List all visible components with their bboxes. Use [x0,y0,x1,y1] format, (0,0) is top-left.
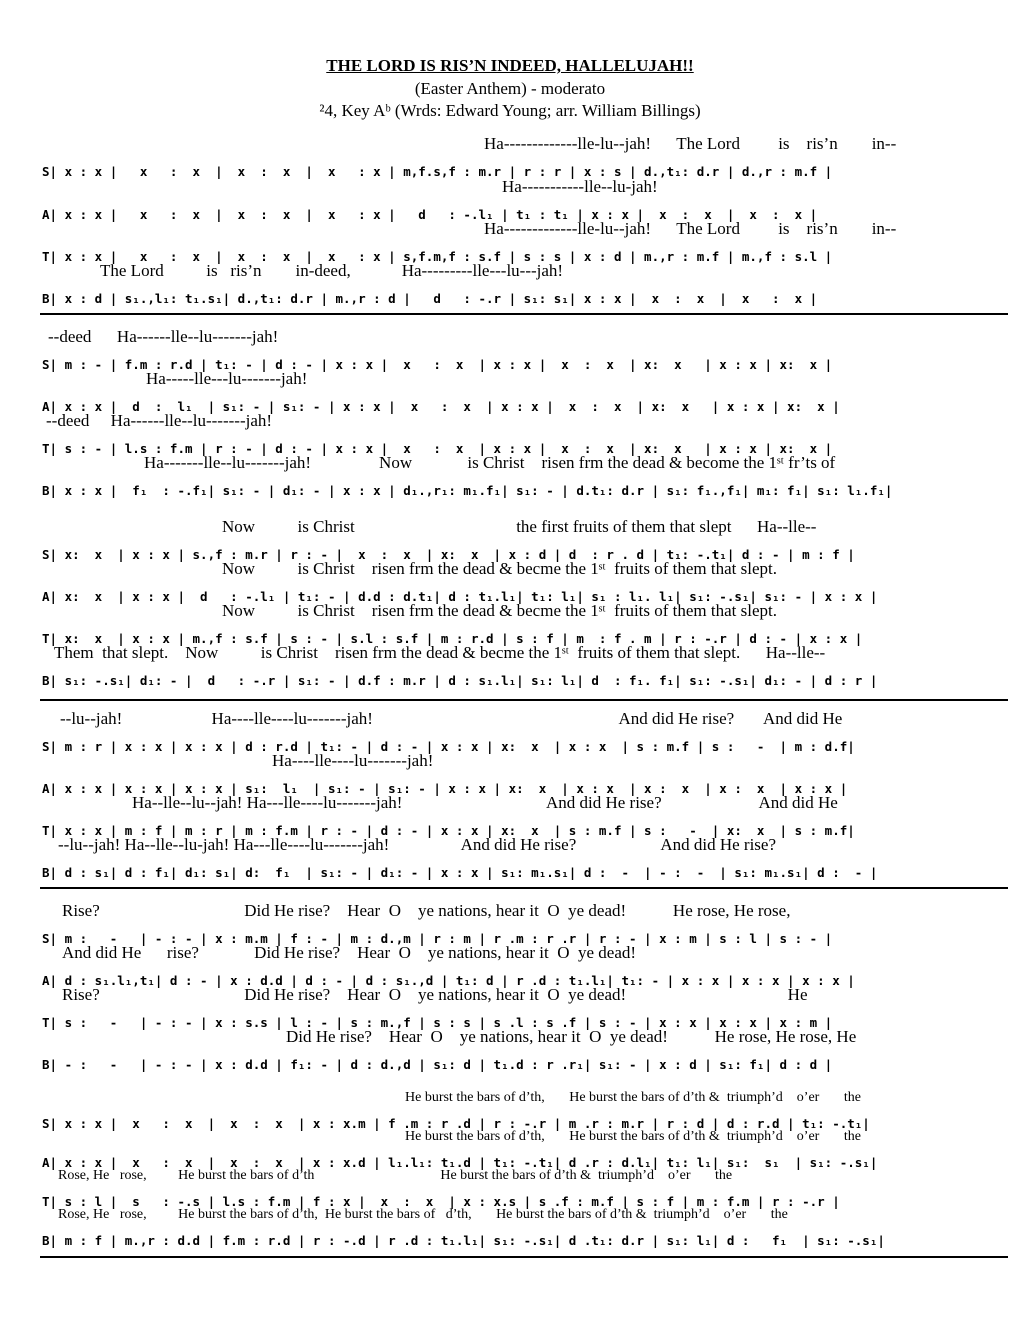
notation-line: T| x : x | x : x | x : x | x : x | s,f.m,f : s.f | s : s | x : d | m.,r : m.f | m.,f : s.l | [42,249,833,264]
lyric-line: Ha----lle----lu-------jah! [272,751,434,770]
subtitle: (Easter Anthem) - moderato [414,79,606,98]
lyric-line: Them that slept. Now is Christ risen frm the dead & becme the 1ˢᵗ fruits of them that slept. Ha--lle-- [54,643,826,662]
lyric-line: Rise? Did He rise? Hear O ye nations, hear it O ye dead! He [62,985,808,1004]
notation-line: A| d : s₁.l₁,t₁| d : - | x : d.d | d : - | d : s₁.,d | t₁: d | r .d : t₁.l₁| t₁: - | x : x | x : x | x : x | [42,973,855,988]
system-separator [40,1256,1008,1258]
lyric-line: Ha-------------lle-lu--jah! The Lord is ris’n in-- [484,219,897,238]
lyric-line: --deed Ha------lle--lu-------jah! [48,327,279,346]
notation-line: S| m : r | x : x | x : x | d : r.d | t₁: - | d : - | x : x | x: x | x : x | s : m.f | s : - | m : d.f| [42,739,855,754]
lyric-line: He burst the bars of d’th, He burst the bars of d’th & triumph’d o’er the [405,1090,861,1105]
notation-line: T| x : x | m : f | m : r | m : f.m | r : - | d : - | x : x | x: x | s : m.f | s : - | x: x | s : m.f| [42,823,855,838]
lyric-line: Rose, He rose, He burst the bars of d’th He burst the bars of d’th & triumph’d o’er the [58,1168,733,1183]
notation-line: B| x : d | s₁.,l₁: t₁.s₁| d.,t₁: d.r | m.,r : d | d : -.r | s₁: s₁| x : x | x : x | x : x | [42,291,818,306]
page-title: THE LORD IS RIS’N INDEED, HALLELUJAH!! [326,56,694,75]
notation-line: B| m : f | m.,r : d.d | f.m : r.d | r : -.d | r .d : t₁.l₁| s₁: -.s₁| d .t₁: d.r | s₁: l₁| d : f₁ | s₁: -.s₁| [42,1233,885,1248]
lyric-line: He burst the bars of d’th, He burst the bars of d’th & triumph’d o’er the [405,1129,861,1144]
notation-line: B| d : s₁| d : f₁| d₁: s₁| d: f₁ | s₁: - | d₁: - | x : x | s₁: m₁.s₁| d : - | - : - | s₁: m₁.s₁| d : - | [42,865,878,880]
notation-line: T| x: x | x : x | m.,f : s.f | s : - | s.l : s.f | m : r.d | s : f | m : f . m | r : -.r | d : - | x : x | [42,631,863,646]
notation-line: A| x: x | x : x | d : -.l₁ | t₁: - | d.d : d.t₁| d : t₁.l₁| t₁: l₁| s₁ : l₁. l₁| s₁: -.s₁| s₁: - | x : x | [42,589,878,604]
notation-line: S| x : x | x : x | x : x | x : x.m | f .m : r .d | r : -.r | m .r : m.r | r : d | d : r.d | t₁: -.t₁| [42,1116,870,1131]
lyric-line: Ha-------lle--lu-------jah! Now is Christ risen frm the dead & become the 1ˢᵗ fr’ts of [144,453,836,472]
lyric-line: Ha-----lle---lu-------jah! [146,369,308,388]
lyric-line: --lu--jah! Ha----lle----lu-------jah! And did He rise? And did He [60,709,843,728]
lyric-line: Ha-------------lle-lu--jah! The Lord is ris’n in-- [484,134,897,153]
notation-line: T| s : - | - : - | x : s.s | l : - | s : m.,f | s : s | s .l : s .f | s : - | x : x | x : x | x : m | [42,1015,833,1030]
notation-line: B| - : - | - : - | x : d.d | f₁: - | d : d.,d | s₁: d | t₁.d : r .r₁| s₁: - | x : d | s₁: f₁| d : d | [42,1057,833,1072]
notation-line: A| x : x | x : x | x : x | x : x | d : -.l₁ | t₁ : t₁ | x : x | x : x | x : x | [42,207,818,222]
lyric-line: Did He rise? Hear O ye nations, hear it O ye dead! He rose, He rose, He [286,1027,857,1046]
key-and-credits: ²4, Key Aᵇ (Wrds: Edward Young; arr. William Billings) [319,101,701,120]
lyric-line: Now is Christ the first fruits of them that slept Ha--lle-- [222,517,817,536]
system-separator [40,887,1008,889]
lyric-line: Now is Christ risen frm the dead & becme the 1ˢᵗ fruits of them that slept. [222,559,778,578]
notation-line: T| s : - | l.s : f.m | r : - | d : - | x : x | x : x | x : x | x : x | x: x | x : x | x: x | [42,441,833,456]
notation-line: A| x : x | x : x | x : x | x : x.d | l₁.l₁: t₁.d | t₁: -.t₁| d .r : d.l₁| t₁: l₁| s₁: s₁ | s₁: -.s₁| [42,1155,878,1170]
lyric-line: --lu--jah! Ha--lle--lu-jah! Ha---lle----lu-------jah! And did He rise? And did He rise? [58,835,776,854]
notation-line: B| x : x | f₁ : -.f₁| s₁: - | d₁: - | x : x | d₁.,r₁: m₁.f₁| s₁: - | d.t₁: d.r | s₁: f₁.,f₁| m₁: f₁| s₁: l₁.f₁| [42,483,893,498]
notation-line: A| x : x | d : l₁ | s₁: - | s₁: - | x : x | x : x | x : x | x : x | x: x | x : x | x: x | [42,399,840,414]
notation-line: S| m : - | - : - | x : m.m | f : - | m : d.,m | r : m | r .m : r .r | r : - | x : m | s : l | s : - | [42,931,833,946]
notation-line: S| x: x | x : x | s.,f : m.r | r : - | x : x | x: x | x : d | d : r . d | t₁: -.t₁| d : - | m : f | [42,547,855,562]
lyric-line: The Lord is ris’n in-deed, Ha---------lle---lu---jah! [100,261,564,280]
lyric-line: Rise? Did He rise? Hear O ye nations, hear it O ye dead! He rose, He rose, [62,901,791,920]
system-separator [40,699,1008,701]
lyric-line: Rose, He rose, He burst the bars of d’th, He burst the bars of d’th, He burst the bars of d’th & triumph’d o’er the [58,1207,788,1222]
lyric-line: Ha--lle--lu--jah! Ha---lle----lu-------jah! And did He rise? And did He [132,793,838,812]
notation-line: S| m : - | f.m : r.d | t₁: - | d : - | x : x | x : x | x : x | x : x | x: x | x : x | x: x | [42,357,833,372]
notation-line: S| x : x | x : x | x : x | x : x | m,f.s,f : m.r | r : r | x : s | d.,t₁: d.r | d.,r : m.f | [42,164,833,179]
notation-line: B| s₁: -.s₁| d₁: - | d : -.r | s₁: - | d.f : m.r | d : s₁.l₁| s₁: l₁| d : f₁. f₁| s₁: -.s₁| d₁: - | d : r | [42,673,878,688]
lyric-line: Now is Christ risen frm the dead & becme the 1ˢᵗ fruits of them that slept. [222,601,778,620]
lyric-line: And did He rise? Did He rise? Hear O ye nations, hear it O ye dead! [62,943,637,962]
lyric-line: Ha-----------lle--lu-jah! [502,177,658,196]
notation-line: T| s : l | s : -.s | l.s : f.m | f : x | x : x | x : x.s | s .f : m.f | s : f | m : f.m | r : -.r | [42,1194,840,1209]
lyric-line: --deed Ha------lle--lu-------jah! [46,411,273,430]
notation-line: A| x : x | x : x | x : x | s₁: l₁ | s₁: - | s₁: - | x : x | x: x | x : x | x : x | x : x | x : x | [42,781,848,796]
system-separator [40,313,1008,315]
